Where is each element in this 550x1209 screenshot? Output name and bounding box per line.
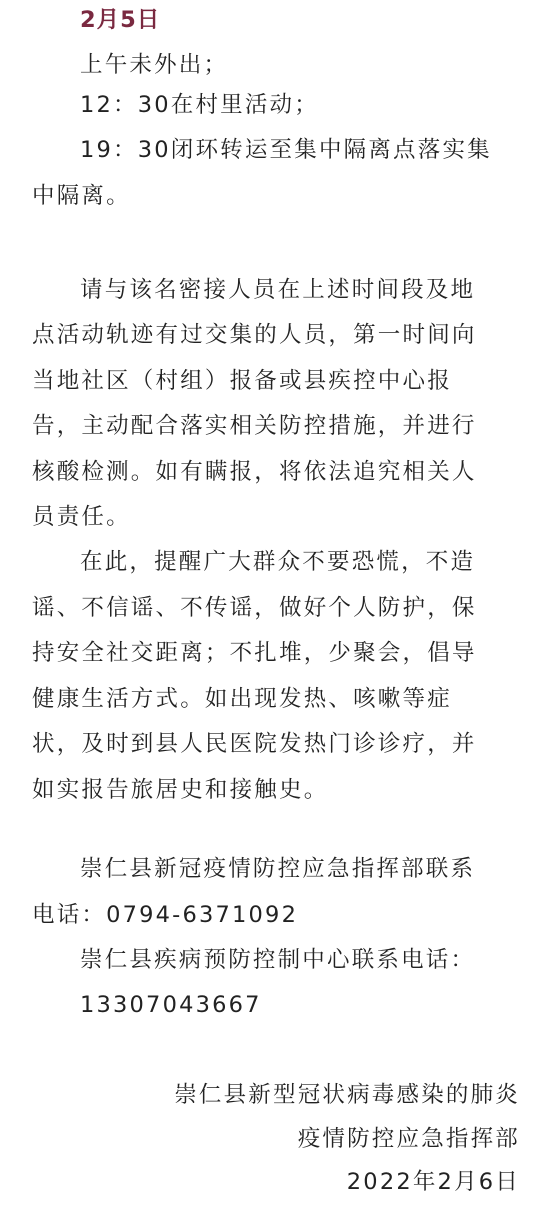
notice-paragraph-line: 告，主动配合落实相关防控措施，并进行 <box>32 413 477 439</box>
itinerary-date-heading: 2月5日 <box>80 7 161 33</box>
itinerary-line-continued: 中隔离。 <box>32 183 131 209</box>
reminder-paragraph-line: 持安全社交距离；不扎堆，少聚会，倡导 <box>32 640 477 666</box>
itinerary-line: 19：30闭环转运至集中隔离点落实集 <box>80 137 492 163</box>
contact-cdc-label: 崇仁县疾病预防控制中心联系电话： <box>80 947 476 973</box>
notice-paragraph-line: 员责任。 <box>32 504 131 530</box>
contact-hq-phone: 电话：0794-6371092 <box>32 902 299 928</box>
itinerary-line: 上午未外出； <box>80 52 229 78</box>
notice-paragraph-line: 点活动轨迹有过交集的人员，第一时间向 <box>32 322 477 348</box>
signature-org-line2: 疫情防控应急指挥部 <box>297 1126 520 1152</box>
itinerary-line: 12：30在村里活动； <box>80 92 319 118</box>
reminder-paragraph-line: 谣、不信谣、不传谣，做好个人防护，保 <box>32 595 477 621</box>
reminder-paragraph-line: 在此，提醒广大群众不要恐慌，不造 <box>80 549 476 575</box>
notice-paragraph-line: 核酸检测。如有瞒报，将依法追究相关人 <box>32 459 477 485</box>
notice-paragraph-line: 请与该名密接人员在上述时间段及地 <box>80 277 476 303</box>
reminder-paragraph-line: 如实报告旅居史和接触史。 <box>32 777 329 803</box>
contact-hq-label: 崇仁县新冠疫情防控应急指挥部联系 <box>80 856 476 882</box>
reminder-paragraph-line: 状，及时到县人民医院发热门诊诊疗，并 <box>32 731 477 757</box>
notice-paragraph-line: 当地社区（村组）报备或县疾控中心报 <box>32 368 452 394</box>
reminder-paragraph-line: 健康生活方式。如出现发热、咳嗽等症 <box>32 686 452 712</box>
contact-cdc-phone: 13307043667 <box>80 992 262 1018</box>
signature-org-line1: 崇仁县新型冠状病毒感染的肺炎 <box>174 1082 520 1108</box>
signature-date: 2022年2月6日 <box>346 1169 520 1195</box>
